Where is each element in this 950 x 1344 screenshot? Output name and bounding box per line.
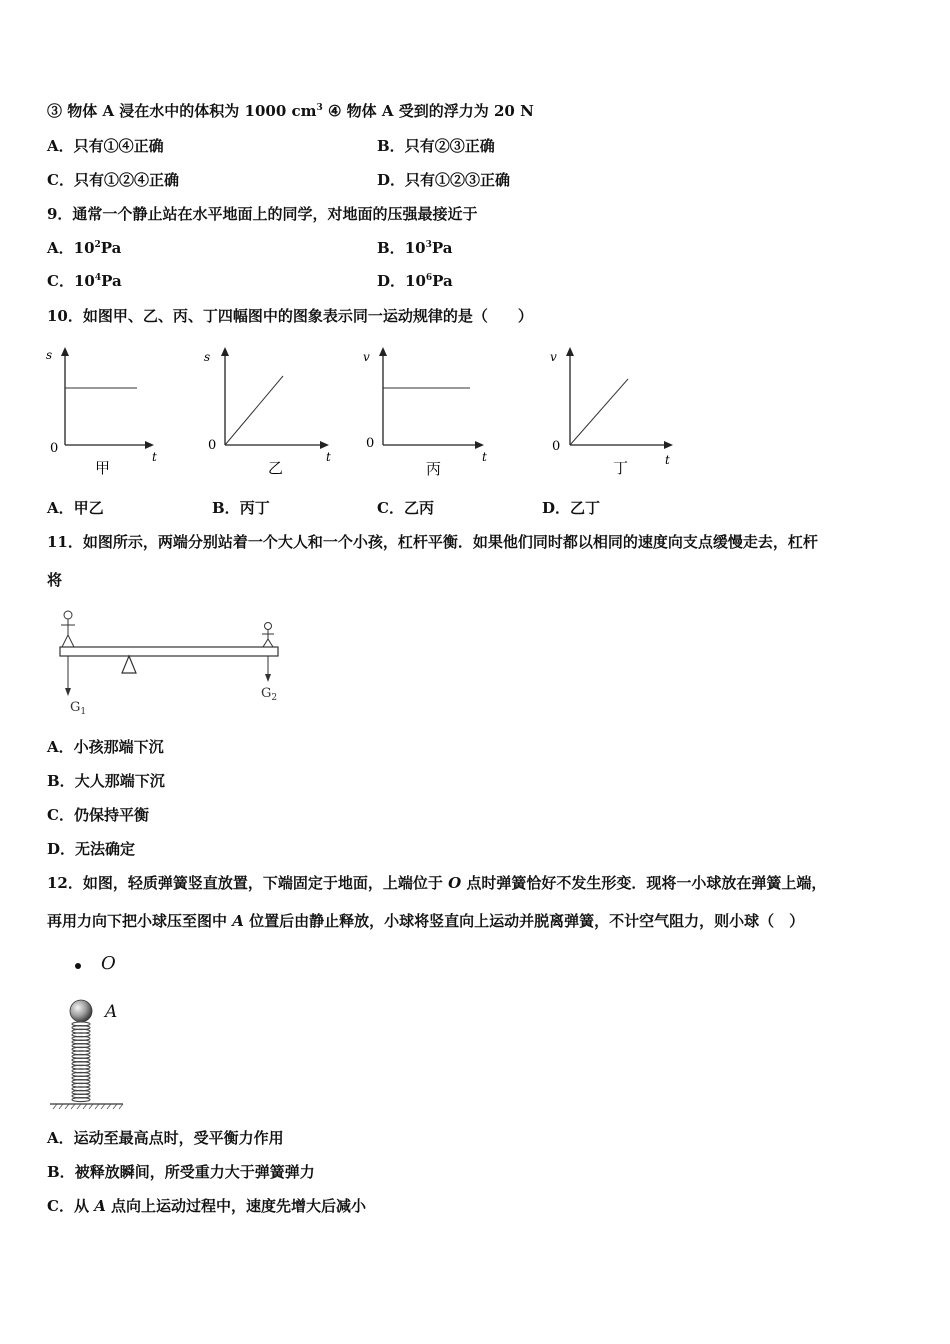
q10-option-c: C．乙丙 xyxy=(377,499,434,517)
origin-label: 0 xyxy=(366,436,375,451)
lever-plank xyxy=(60,647,278,656)
y-axis-arrow xyxy=(566,347,574,356)
graph-caption: 乙 xyxy=(268,459,284,477)
q11-stem-line1: 11．如图所示，两端分别站着一个大人和一个小孩，杠杆平衡．如果他们同时都以相同的速度向支点缓慢走去，杠杆 xyxy=(47,533,818,551)
q11-stem-line2: 将 xyxy=(47,571,63,589)
x-label: t xyxy=(326,450,331,464)
graph-caption: 甲 xyxy=(95,459,111,477)
q9-option-c: C．$10^4Pa$ xyxy=(47,272,122,290)
q9-option-d: D．$10^6Pa$ xyxy=(377,272,453,290)
x-axis-arrow xyxy=(664,441,673,449)
graph-jia xyxy=(40,343,170,483)
q9-option-b: B．$10^3Pa$ xyxy=(377,239,453,257)
x-label: t xyxy=(665,453,670,467)
g1-arrow-head xyxy=(65,688,71,696)
q10-stem: 10．如图甲、乙、丙、丁四幅图中的图象表示同一运动规律的是（ ） xyxy=(47,307,533,325)
y-axis-arrow xyxy=(379,347,387,356)
x-axis-arrow xyxy=(320,441,329,449)
origin-label: 0 xyxy=(208,438,217,453)
graph-caption: 丙 xyxy=(426,460,442,478)
g2-arrow-head xyxy=(265,674,271,682)
q11-option-a: A．小孩那端下沉 xyxy=(47,738,164,756)
q10-option-d: D．乙丁 xyxy=(542,499,601,517)
point-a-label: A xyxy=(105,1002,118,1022)
y-label: v xyxy=(550,350,557,364)
x-axis-arrow xyxy=(145,441,154,449)
g2-label: $G_2$ xyxy=(261,686,278,703)
ball xyxy=(70,1000,92,1022)
origin-label: 0 xyxy=(552,439,561,454)
q8-option-c: C．只有①②④正确 xyxy=(47,171,179,189)
q12-option-c: C．从 A 点向上运动过程中，速度先增大后减小 xyxy=(47,1197,367,1215)
x-label: t xyxy=(482,450,487,464)
ground-hatching xyxy=(53,1104,123,1109)
origin-label: 0 xyxy=(50,441,59,456)
graph-line xyxy=(225,376,283,445)
fulcrum-triangle xyxy=(122,656,136,673)
point-o-label: O xyxy=(101,953,116,974)
q9-option-a: A．$10^2Pa$ xyxy=(47,239,122,257)
spring-coils xyxy=(72,1022,90,1102)
graph-ding xyxy=(545,343,685,483)
q12-stem-line1: 12．如图，轻质弹簧竖直放置，下端固定于地面，上端位于 O 点时弹簧恰好不发生形变．现将一小球放在弹簧上端， xyxy=(47,874,827,892)
q12-option-b: B．被释放瞬间，所受重力大于弹簧弹力 xyxy=(47,1163,315,1181)
y-axis-arrow xyxy=(221,347,229,356)
lever-figure xyxy=(50,605,290,720)
point-o-dot xyxy=(75,963,81,969)
graph-yi xyxy=(200,343,340,483)
q9-stem: 9．通常一个静止站在水平地面上的同学，对地面的压强最接近于 xyxy=(47,205,478,223)
q11-option-d: D．无法确定 xyxy=(47,840,136,858)
q12-stem-line2: 再用力向下把小球压至图中 A 位置后由静止释放，小球将竖直向上运动并脱离弹簧，不计空气阻力，则小球（ ） xyxy=(47,912,805,930)
q11-option-c: C．仍保持平衡 xyxy=(47,806,149,824)
q10-option-a: A．甲乙 xyxy=(47,499,104,517)
q8-option-a: A．只有①④正确 xyxy=(47,137,164,155)
spring-figure xyxy=(45,945,145,1115)
q10-option-b: B．丙丁 xyxy=(212,499,270,517)
adult-figure xyxy=(61,611,75,647)
q11-option-b: B．大人那端下沉 xyxy=(47,772,165,790)
q12-option-a: A．运动至最高点时，受平衡力作用 xyxy=(47,1129,284,1147)
x-axis-arrow xyxy=(475,441,484,449)
y-axis-arrow xyxy=(61,347,69,356)
graph-bing xyxy=(358,343,498,483)
y-label: s xyxy=(46,348,53,362)
q8-statement: ③ 物体 A 浸在水中的体积为 1000 $cm^3$ ④ 物体 A 受到的浮力为 20 N xyxy=(47,102,534,120)
graph-caption: 丁 xyxy=(613,459,629,477)
graph-line xyxy=(570,379,628,445)
q8-option-d: D．只有①②③正确 xyxy=(377,171,511,189)
y-label: s xyxy=(204,350,211,364)
g1-label: $G_1$ xyxy=(70,700,87,717)
child-figure xyxy=(262,623,274,648)
x-label: t xyxy=(152,450,157,464)
y-label: v xyxy=(363,350,370,364)
q8-option-b: B．只有②③正确 xyxy=(377,137,495,155)
